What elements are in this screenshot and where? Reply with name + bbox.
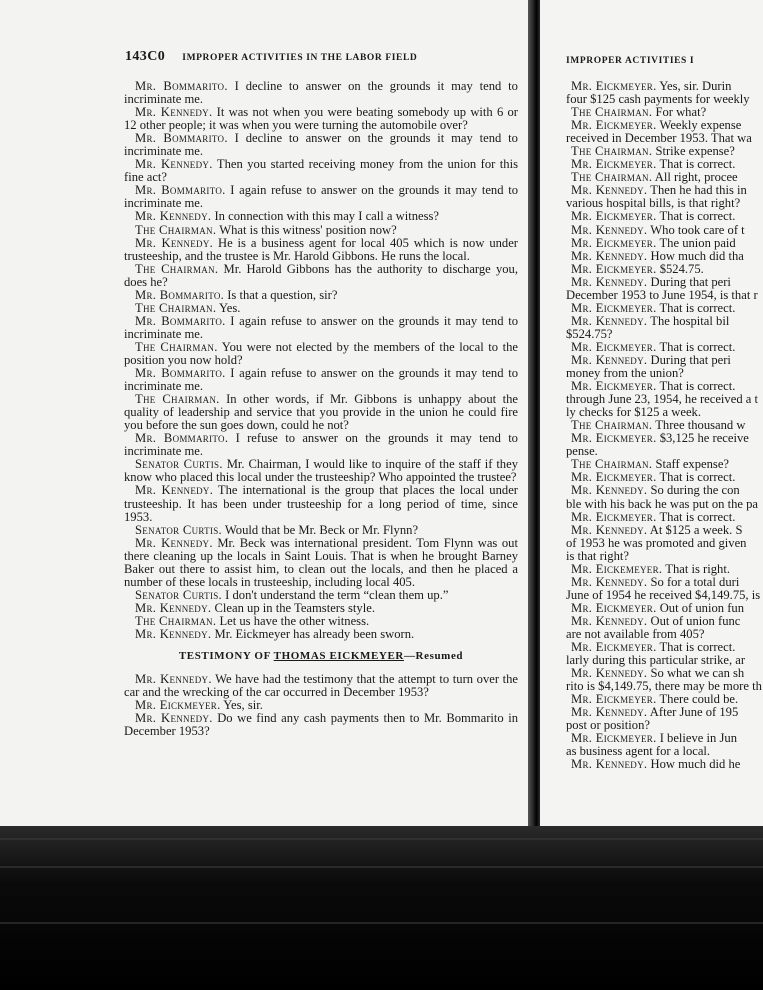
speech-text: In connection with this may I call a witness?: [211, 209, 440, 224]
speech-text: I refuse to answer on the grounds it may tend to incriminate me.: [124, 431, 518, 459]
speech-text: We have had the testimony that the attempt to turn over the car and the wrecking of the car occurred in December 1953?: [124, 672, 518, 700]
speaker-name: Mr. Kennedy.: [135, 626, 212, 641]
testimony-heading-suffix: —Resumed: [403, 650, 464, 663]
speaker-name: Mr. Eickmeyer.: [135, 698, 221, 713]
speaker-name: Mr. Eickemeyer.: [571, 561, 663, 576]
speech-text: After June of 195: [647, 705, 739, 720]
speech-text: That is correct.: [656, 640, 736, 655]
speaker-name: Mr. Kennedy.: [571, 313, 648, 328]
speaker-name: Mr. Kennedy.: [135, 235, 214, 250]
speech-text: are not available from 405?: [566, 626, 705, 641]
transcript-paragraph: [124, 673, 518, 699]
speech-text: At $125 a week. S: [647, 522, 743, 537]
testimony-heading: [124, 650, 518, 663]
speech-text: So what we can sh: [647, 666, 745, 681]
speech-text: The hospital bil: [647, 313, 730, 328]
speech-text: December 1953 to June 1954, is that r: [566, 287, 758, 302]
speech-text: I decline to answer on the grounds it may tend to incriminate me.: [124, 131, 518, 159]
speech-text: Yes, sir. Durin: [656, 79, 732, 93]
speech-text: Strike expense?: [652, 144, 735, 159]
speech-text: That is correct.: [656, 209, 736, 224]
speech-text: Staff expense?: [652, 457, 729, 472]
speaker-name: Mr. Kennedy.: [571, 352, 648, 367]
speaker-name: Mr. Kennedy.: [571, 483, 648, 498]
speaker-name: The Chairman.: [135, 392, 220, 407]
transcript-paragraph: [124, 158, 518, 184]
speech-text: Mr. Harold Gibbons has the authority to discharge you, does he?: [124, 261, 518, 289]
transcript-paragraph: [124, 237, 518, 263]
speech-text: Let us have the other witness.: [216, 613, 370, 628]
transcript-paragraph: [124, 132, 518, 158]
speech-text: June of 1954 he received $4,149.75, is: [566, 587, 761, 602]
transcript-paragraph: [124, 184, 518, 210]
transcript-paragraph: [124, 106, 518, 132]
speaker-name: The Chairman.: [135, 613, 217, 628]
speech-text: Who took care of t: [647, 222, 745, 237]
speech-text: In other words, if Mr. Gibbons is unhappy about the quality of leadership and service that you provide in the union he could fire you before the sun goes down, could he not?: [124, 392, 519, 433]
testimony-heading-prefix: TESTIMONY OF: [178, 650, 274, 663]
transcript-paragraph: [124, 341, 518, 367]
speech-text: larly during this particular strike, ar: [566, 653, 746, 668]
speech-text: post or position?: [566, 718, 650, 733]
speaker-name: Mr. Eickmeyer.: [571, 235, 657, 250]
left-page-body: [124, 80, 518, 738]
transcript-paragraph: [124, 712, 518, 738]
speech-text: I decline to answer on the grounds it may tend to incriminate me.: [124, 79, 518, 107]
transcript-paragraph: [124, 367, 518, 393]
speech-text: received in December 1953. That wa: [566, 131, 752, 146]
speaker-name: Mr. Kennedy.: [135, 535, 213, 550]
speech-text: During that peri: [647, 352, 731, 367]
speech-text: Then he had this in: [647, 183, 747, 198]
speaker-name: Mr. Kennedy.: [571, 248, 648, 263]
speech-text: Is that a question, sir?: [224, 287, 338, 302]
speech-text: Out of union fun: [656, 600, 744, 615]
transcript-paragraph: [124, 537, 518, 589]
speaker-name: Mr. Kennedy.: [135, 209, 212, 224]
speech-text: The international is the group that places the local under trusteeship. It has been under trusteeship for a long period of time, since 1953.: [124, 483, 518, 524]
speech-text: That is correct.: [656, 339, 736, 354]
speaker-name: Mr. Eickmeyer.: [571, 731, 657, 746]
speech-text: That is correct.: [656, 470, 736, 485]
speech-text: ble with his back he was put on the pa: [566, 496, 759, 511]
transcript-line: [566, 758, 763, 771]
speaker-name: Mr. Kennedy.: [571, 222, 648, 237]
speaker-name: Mr. Kennedy.: [571, 666, 648, 681]
speech-text: That is right.: [662, 561, 730, 576]
speaker-name: Mr. Bommarito.: [135, 313, 226, 328]
speech-text: $524.75?: [566, 326, 613, 341]
speaker-name: The Chairman.: [571, 105, 653, 120]
speech-text: During that peri: [647, 274, 731, 289]
speech-text: of 1953 he was promoted and given: [566, 535, 747, 550]
speech-text: Out of union func: [647, 613, 741, 628]
speaker-name: Mr. Bommarito.: [135, 366, 226, 381]
speaker-name: Mr. Eickmeyer.: [571, 509, 657, 524]
speech-text: various hospital bills, is that right?: [566, 196, 741, 211]
speech-text: Would that be Mr. Beck or Mr. Flynn?: [222, 522, 419, 537]
speaker-name: The Chairman.: [135, 300, 217, 315]
speaker-name: Mr. Kennedy.: [571, 574, 648, 589]
speech-text: Clean up in the Teamsters style.: [211, 600, 375, 615]
speech-text: He is a business agent for local 405 which is now under trusteeship, and the trustee is Mr. Harold Gibbons. He runs the local.: [124, 235, 518, 263]
speech-text: It was not when you were beating somebody up with 6 or 12 other people; it was when you were turning the automobile over?: [124, 105, 518, 133]
transcript-paragraph: [124, 484, 518, 523]
speaker-name: The Chairman.: [571, 170, 653, 185]
speaker-name: Mr. Eickmeyer.: [571, 79, 657, 93]
speech-text: For what?: [652, 105, 707, 120]
speaker-name: Mr. Bommarito.: [135, 79, 228, 93]
running-head: IMPROPER ACTIVITIES IN THE LABOR FIELD: [182, 53, 418, 63]
speech-text: as business agent for a local.: [566, 744, 711, 759]
speaker-name: Senator Curtis.: [135, 587, 222, 602]
speech-text: money from the union?: [566, 366, 684, 381]
speech-text: What is this witness' position now?: [216, 222, 397, 237]
speaker-name: Mr. Kennedy.: [571, 274, 648, 289]
speaker-name: Mr. Bommarito.: [135, 431, 229, 446]
speech-text: How much did tha: [647, 248, 744, 263]
page-number: 143C0: [125, 49, 166, 64]
speaker-name: Mr. Eickmeyer.: [571, 157, 657, 172]
speech-text: Mr. Eickmeyer has already been sworn.: [211, 626, 415, 641]
speech-text: I again refuse to answer on the grounds it may tend to incriminate me.: [124, 366, 518, 394]
speaker-name: Mr. Eickmeyer.: [571, 118, 657, 133]
scan-bottom-edge: [0, 826, 763, 990]
testimony-heading-name: THOMAS EICKMEYER: [273, 650, 404, 663]
speaker-name: Mr. Kennedy.: [571, 522, 648, 537]
speech-text: That is correct.: [656, 509, 736, 524]
speaker-name: The Chairman.: [135, 339, 218, 354]
speech-text: Do we find any cash payments then to Mr. Bommarito in December 1953?: [124, 711, 518, 739]
speaker-name: Senator Curtis.: [135, 522, 222, 537]
speech-text: I again refuse to answer on the grounds it may tend to incriminate me.: [124, 313, 518, 341]
speaker-name: Mr. Kennedy.: [571, 613, 648, 628]
speaker-name: Mr. Kennedy.: [135, 600, 212, 615]
speech-text: Then you started receiving money from the union for this fine act?: [124, 157, 518, 185]
transcript-paragraph: [124, 263, 518, 289]
speaker-name: Mr. Kennedy.: [135, 105, 213, 120]
speaker-name: Senator Curtis.: [135, 457, 223, 472]
speech-text: I again refuse to answer on the grounds it may tend to incriminate me.: [124, 183, 518, 211]
speaker-name: Mr. Eickmeyer.: [571, 431, 657, 446]
speech-text: is that right?: [566, 548, 629, 563]
speaker-name: The Chairman.: [135, 222, 217, 237]
speech-text: So during the con: [647, 483, 740, 498]
speech-text: four $125 cash payments for weekly: [566, 92, 750, 107]
speaker-name: Mr. Kennedy.: [135, 157, 213, 172]
transcript-paragraph: [124, 80, 518, 106]
speaker-name: Mr. Eickmeyer.: [571, 261, 657, 276]
speech-text: I believe in Jun: [656, 731, 737, 746]
speaker-name: Mr. Bommarito.: [135, 287, 225, 302]
speaker-name: Mr. Bommarito.: [135, 131, 228, 146]
speaker-name: Mr. Kennedy.: [135, 711, 213, 726]
transcript-paragraph: [124, 393, 518, 432]
transcript-paragraph: [124, 315, 518, 341]
right-page-body: [566, 80, 763, 771]
right-page-running-head: IMPROPER ACTIVITIES I: [566, 56, 695, 66]
speech-text: Yes.: [216, 300, 241, 315]
speech-text: Weekly expense: [656, 118, 742, 133]
speaker-name: Mr. Eickmeyer.: [571, 379, 657, 394]
speech-text: So for a total duri: [647, 574, 740, 589]
speech-text: That is correct.: [656, 379, 736, 394]
speaker-name: Mr. Bommarito.: [135, 183, 226, 198]
speech-text: Three thousand w: [652, 418, 746, 433]
speaker-name: Mr. Eickmeyer.: [571, 470, 657, 485]
speech-text: Mr. Beck was international president. Tom Flynn was out there cleaning up the locals in Saint Louis. That is when he brought Barney Baker out there to assist him, to clean out the locals, and then he placed a number of these locals in trusteeship, including local 405.: [124, 535, 518, 589]
right-page: [540, 0, 763, 826]
speech-text: Mr. Chairman, I would like to inquire of the staff if they know who placed this local under the trusteeship? Who appointed the trustee?: [124, 457, 518, 485]
transcript-paragraph: [124, 432, 518, 458]
speech-text: All right, procee: [652, 170, 738, 185]
speaker-name: Mr. Eickmeyer.: [571, 339, 657, 354]
speaker-name: Mr. Kennedy.: [135, 483, 214, 498]
speaker-name: The Chairman.: [571, 418, 653, 433]
transcript-paragraph: [124, 628, 518, 641]
speaker-name: Mr. Eickmeyer.: [571, 640, 657, 655]
speech-text: rito is $4,149.75, there may be more th: [566, 679, 762, 694]
transcript-paragraph: [124, 458, 518, 484]
speech-text: You were not elected by the members of the local to the position you now hold?: [124, 339, 518, 367]
speaker-name: Mr. Kennedy.: [571, 183, 648, 198]
speaker-name: Mr. Kennedy.: [135, 672, 212, 687]
speech-text: $524.75.: [656, 261, 704, 276]
speech-text: That is correct.: [656, 157, 736, 172]
speech-text: $3,125 he receive: [656, 431, 749, 446]
speech-text: The union paid: [656, 235, 736, 250]
speech-text: There could be.: [656, 692, 739, 707]
speaker-name: The Chairman.: [135, 261, 219, 276]
speech-text: through June 23, 1954, he received a t: [566, 392, 758, 407]
speech-text: I don't understand the term “clean them up.”: [222, 587, 449, 602]
speaker-name: Mr. Eickmeyer.: [571, 692, 657, 707]
speech-text: That is correct.: [656, 300, 736, 315]
speech-text: pense.: [566, 444, 598, 459]
left-page-header: [125, 49, 525, 65]
speaker-name: Mr. Eickmeyer.: [571, 209, 657, 224]
speech-text: ly checks for $125 a week.: [566, 405, 701, 420]
speaker-name: Mr. Kennedy.: [571, 705, 648, 720]
speaker-name: Mr. Eickmeyer.: [571, 600, 657, 615]
speech-text: Yes, sir.: [220, 698, 263, 713]
speech-text: How much did he: [647, 757, 741, 772]
speaker-name: Mr. Eickmeyer.: [571, 300, 657, 315]
speaker-name: The Chairman.: [571, 144, 653, 159]
speaker-name: The Chairman.: [571, 457, 653, 472]
speaker-name: Mr. Kennedy.: [571, 757, 648, 772]
